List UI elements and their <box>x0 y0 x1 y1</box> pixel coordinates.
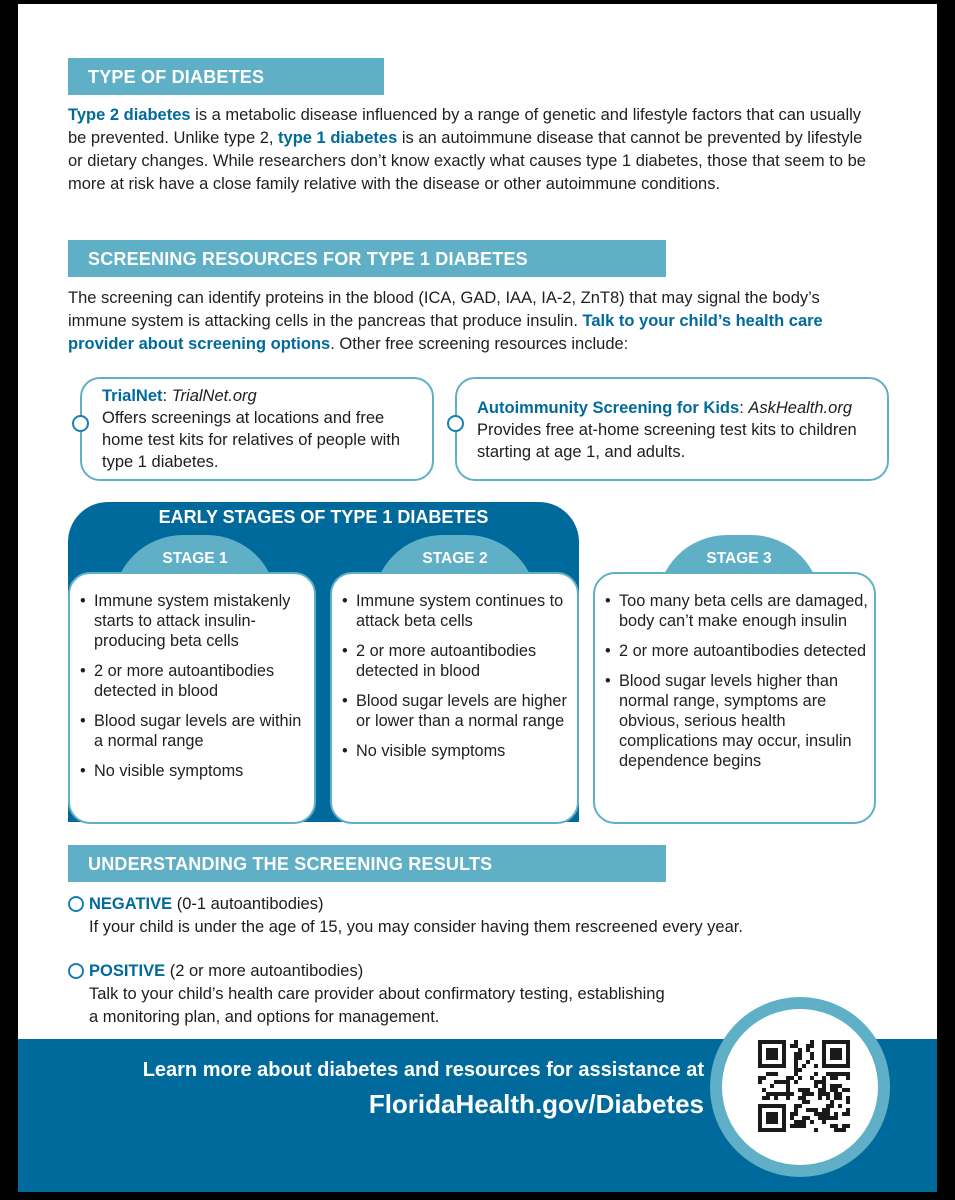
stage-bullet: • No visible symptoms <box>342 741 571 761</box>
stage-bullet: • No visible symptoms <box>80 761 308 781</box>
positive-result: POSITIVE (2 or more autoantibodies) Talk to your child’s health care provider about confirmatory testing, establishing a monitoring plan, and options for management. <box>68 960 668 1029</box>
stage-bullet: • Blood sugar levels are higher or lower than a normal range <box>342 691 571 731</box>
resource-card-trialnet <box>80 377 434 481</box>
stage-bullet: • 2 or more autoantibodies detected in blood <box>80 661 308 701</box>
resource-title: Autoimmunity Screening for Kids: AskHealth.org <box>477 399 852 417</box>
resource-site-link[interactable]: AskHealth.org <box>748 399 852 417</box>
type-of-diabetes-paragraph: Type 2 diabetes is a metabolic disease influenced by a range of genetic and lifestyle factors that can usually be prevented. Unlike type 2, type 1 diabetes is an autoimmune disease that cannot be prevented by lifestyle or dietary changes. While researchers don’t know exactly what causes type 1 diabetes, those that seem to be more at risk have a close family relative with the disease or other autoimmune conditions. <box>68 106 866 193</box>
negative-result: NEGATIVE (0-1 autoantibodies) If your child is under the age of 15, you may consider having them rescreened every year. <box>68 893 888 939</box>
stage-2-card <box>330 572 579 824</box>
stage-bullet: • Immune system mistakenly starts to attack insulin-producing beta cells <box>80 591 308 651</box>
stage-bullet: • Blood sugar levels are within a normal range <box>80 711 308 751</box>
footer-line: Learn more about diabetes and resources for assistance at <box>142 1059 704 1081</box>
screening-paragraph: The screening can identify proteins in the blood (ICA, GAD, IAA, IA-2, ZnT8) that may signal the body’s immune system is attacking cells in the pancreas that produce insulin. Talk to your child’s health care provider about screening options. Other free screening resources include: <box>68 289 823 353</box>
negative-label: NEGATIVE <box>89 895 173 913</box>
stage-2-tab: STAGE 2 <box>373 535 537 605</box>
talk-to-provider-text: Talk to your child’s health care provider about screening options <box>68 312 823 353</box>
screening-resources-heading: SCREENING RESOURCES FOR TYPE 1 DIABETES <box>68 240 666 277</box>
footer-text <box>68 1057 704 1123</box>
stage-bullet: • Immune system continues to attack beta cells <box>342 591 571 631</box>
footer-url-link[interactable]: FloridaHealth.gov/Diabetes <box>368 1089 704 1119</box>
qr-code-icon[interactable] <box>758 1040 850 1132</box>
stage-bullet: • Blood sugar levels higher than normal range, symptoms are obvious, serious health complications may occur, insulin dependence begins <box>605 671 868 771</box>
stage-bullet: • 2 or more autoantibodies detected <box>605 641 868 661</box>
stage-1-tab: STAGE 1 <box>113 535 277 605</box>
resource-description: Offers screenings at locations and free home test kits for relatives of people with type 1 diabetes. <box>102 409 401 471</box>
flyer-page <box>18 4 937 1192</box>
stage-bullet: • Too many beta cells are damaged, body can’t make enough insulin <box>605 591 868 631</box>
type-2-term: Type 2 diabetes <box>68 106 191 124</box>
negative-text: If your child is under the age of 15, you may consider having them rescreened every year. <box>89 918 743 936</box>
early-stages-title: EARLY STAGES OF TYPE 1 DIABETES <box>158 507 489 527</box>
stage-3-card <box>593 572 876 824</box>
resource-description: Provides free at-home screening test kits to children starting at age 1, and adults. <box>477 421 857 461</box>
result-bullet-icon <box>68 896 84 912</box>
type-1-term: type 1 diabetes <box>278 129 398 147</box>
resource-card-askhealth <box>455 377 889 481</box>
resource-site-link[interactable]: TrialNet.org <box>171 387 257 405</box>
screening-results-heading: UNDERSTANDING THE SCREENING RESULTS <box>68 845 666 882</box>
stage-3-tab: STAGE 3 <box>657 535 821 605</box>
positive-text: Talk to your child’s health care provider about confirmatory testing, establishing a monitoring plan, and options for management. <box>89 985 665 1026</box>
resource-title: TrialNet: TrialNet.org <box>102 387 257 405</box>
resource-bullet-icon <box>447 415 464 432</box>
type-of-diabetes-heading: TYPE OF DIABETES <box>68 58 384 95</box>
result-bullet-icon <box>68 963 84 979</box>
resource-bullet-icon <box>72 415 89 432</box>
stage-1-card <box>68 572 316 824</box>
positive-label: POSITIVE <box>89 962 166 980</box>
stage-bullet: • 2 or more autoantibodies detected in blood <box>342 641 571 681</box>
